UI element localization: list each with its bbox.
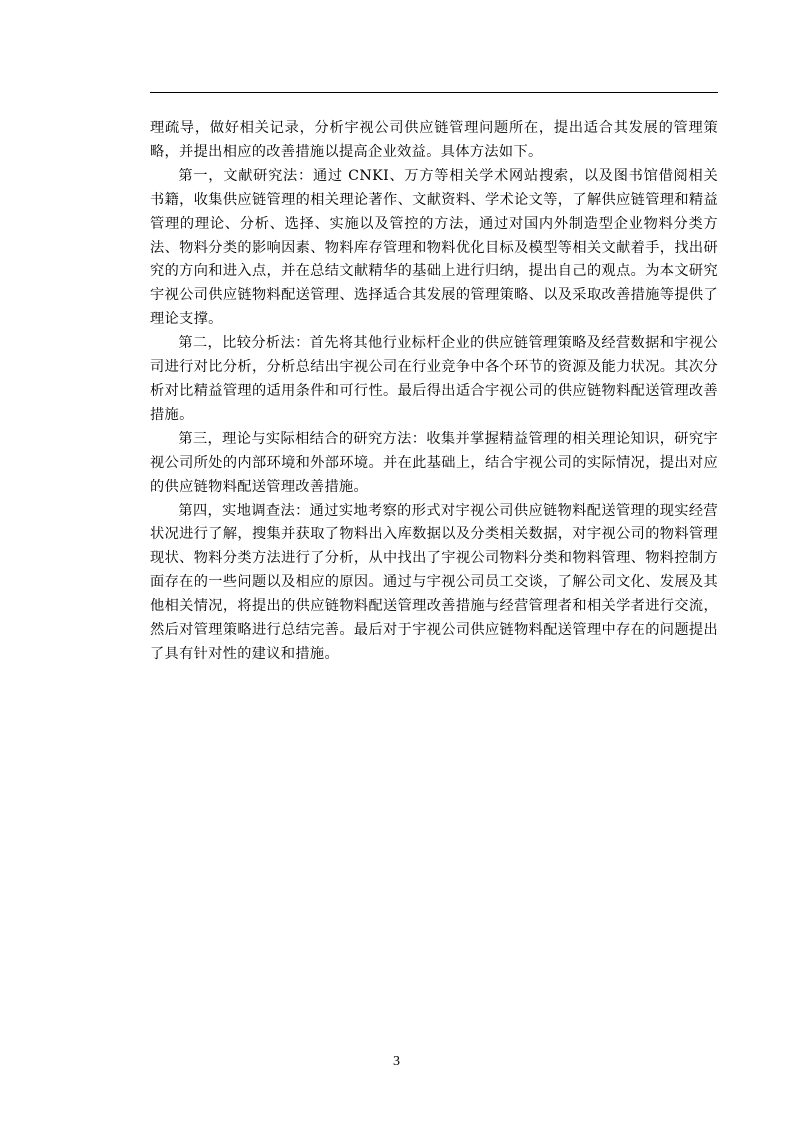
paragraph-theory-practice: 第三，理论与实际相结合的研究方法：收集并掌握精益管理的相关理论知识，研究宇视公司所处的内部环境和外部环境。并在此基础上，结合宇视公司的实际情况，提出对应的供应链物料配送管理改善措施。 (150, 430, 718, 495)
header-rule (150, 92, 718, 93)
page-number: 3 (393, 1054, 400, 1069)
paragraph-literature-research: 第一，文献研究法：通过 CNKI、万方等相关学术网站搜索，以及图书馆借阅相关书籍，收集供应链管理的相关理论著作、文献资料、学术论文等，了解供应链管理和精益管理的理论、分析、选择、实施以及管控的方法，通过对国内外制造型企业物料分类方法、物料分类的影响因素、物料库存管理和物料优化目标及模型等相关文献着手，找出研究的方向和进入点，并在总结文献精华的基础上进行归纳，提出自己的观点。为本文研究宇视公司供应链物料配送管理、选择适合其发展的管理策略、以及采取改善措施等提供了理论支撑。 (150, 167, 718, 328)
paragraph-continuation: 理疏导，做好相关记录，分析宇视公司供应链管理问题所在，提出适合其发展的管理策略，并提出相应的改善措施以提高企业效益。具体方法如下。 (150, 120, 718, 160)
paragraph-comparative-analysis: 第二，比较分析法：首先将其他行业标杆企业的供应链管理策略及经营数据和宇视公司进行对比分析，分析总结出宇视公司在行业竞争中各个环节的资源及能力状况。其次分析对比精益管理的适用条件和可行性。最后得出适合宇视公司的供应链物料配送管理改善措施。 (150, 335, 718, 423)
document-body (150, 117, 718, 667)
paragraph-field-investigation: 第四，实地调查法：通过实地考察的形式对宇视公司供应链物料配送管理的现实经营状况进行了解，搜集并获取了物料出入库数据以及分类相关数据，对宇视公司的物料管理现状、物料分类方法进行了分析，从中找出了宇视公司物料分类和物料管理、物料控制方面存在的一些问题以及相应的原因。通过与宇视公司员工交谈，了解公司文化、发展及其他相关情况，将提出的供应链物料配送管理改善措施与经营管理者和相关学者进行交流，然后对管理策略进行总结完善。最后对于宇视公司供应链物料配送管理中存在的问题提出了具有针对性的建议和措施。 (150, 502, 718, 662)
